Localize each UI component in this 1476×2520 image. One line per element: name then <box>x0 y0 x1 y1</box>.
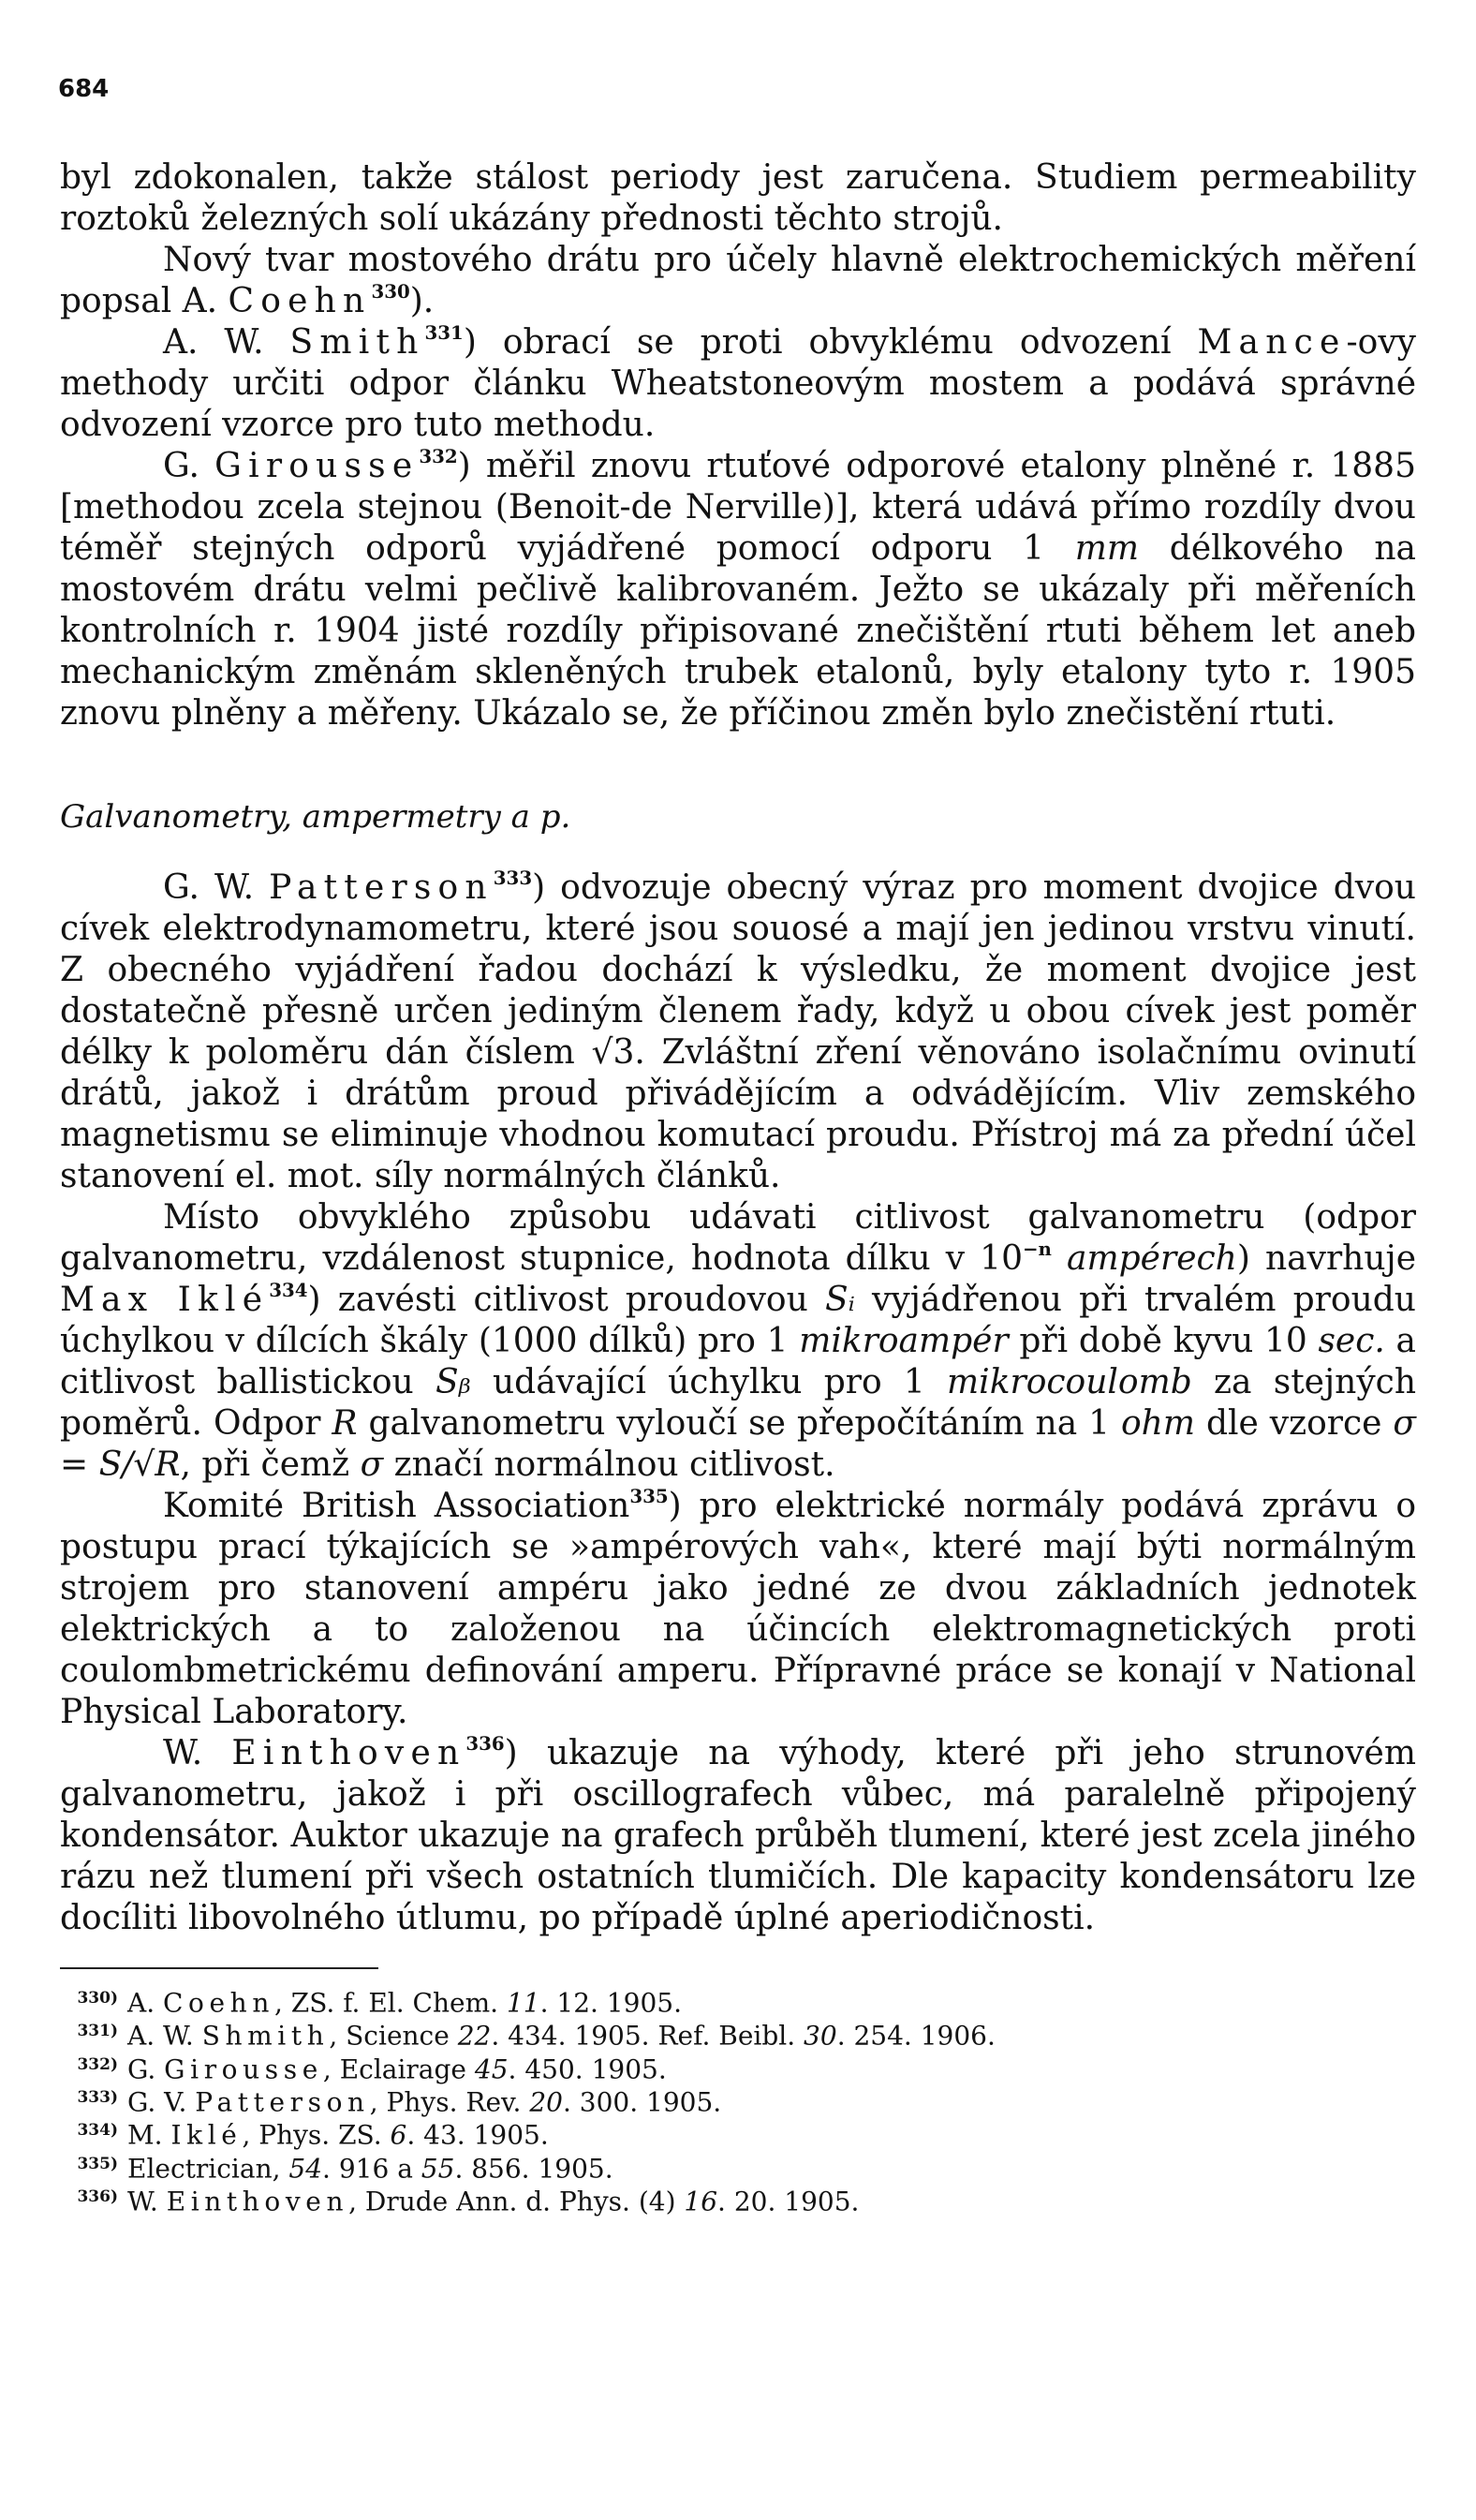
footnote <box>60 2083 1416 2116</box>
text-run: dle vzorce <box>1195 1404 1394 1443</box>
text-run: Nový tvar mostového drátu pro účely hlavně elektrochemických měření popsal A. <box>60 241 1416 320</box>
text-run: G. W. <box>163 868 270 907</box>
page-number: 684 <box>58 75 110 103</box>
text-run: délkového na mostovém drátu velmi pečlivě kalibrovaném. Ježto se ukázaly při měřeních kontrolních r. 1904 jisté rozdíly připisované znečištění rtuti během let aneb mechanickým změnám skleněných trubek etalonů, byly etalony tyto r. 1905 znovu plněny a měřeny. Ukázalo se, že příčinou změn bylo znečistění rtuti. <box>60 529 1416 733</box>
text-run: Komité British Association <box>163 1487 630 1525</box>
paragraph-p6 <box>60 1197 1416 1486</box>
text-run: . 450. 1905. <box>508 2053 667 2085</box>
author-name: Coehn <box>163 1987 274 2019</box>
italic-text: Sᵦ <box>435 1363 471 1401</box>
footnote-ref: 333 <box>493 867 533 890</box>
text-run: ) ukazuje na výhody, které při jeho strunovém galvanometru, jakož i při oscillografech vůbec, má paralelně připojený kondensátor. Auktor ukazuje na grafech průběh tlumení, které jest zcela jiného rázu než tlumení při všech ostatních tlumičích. Dle kapacity kondensátoru lze docíliti libovolného útlumu, po případě úplné aperiodičnosti. <box>60 1734 1416 1937</box>
footnote-ref: 336 <box>465 1732 505 1756</box>
text-run: , Drude Ann. d. Phys. (4) <box>348 2186 685 2217</box>
footnote-rule <box>60 1967 378 1969</box>
footnote-ref: 334 <box>269 1279 308 1302</box>
footnote-number: 333) <box>77 2088 118 2108</box>
footnote-number: 335) <box>77 2154 118 2173</box>
italic-text: 45 <box>474 2053 509 2085</box>
text-run: A. W. <box>127 2020 202 2052</box>
text-run: -ovy methody určiti odpor článku Wheatstoneovým mostem a podává správné odvození vzorce pro tuto methodu. <box>60 323 1416 444</box>
text-run: A. W. <box>163 323 290 362</box>
text-run: ) navrhuje <box>1236 1239 1416 1278</box>
footnote-number: 334) <box>77 2121 118 2141</box>
italic-text: mikroampér <box>799 1322 1009 1360</box>
author-name: Patterson <box>195 2086 370 2118</box>
text-run: , Science <box>329 2020 458 2052</box>
text-run: W. <box>163 1734 232 1772</box>
footnote-ref: 335 <box>629 1485 669 1508</box>
text-run: značí normálnou citlivost. <box>383 1445 835 1484</box>
author-name: Iklé <box>170 2119 243 2151</box>
italic-text: Sᵢ <box>824 1281 855 1319</box>
author-name: Girousse <box>214 447 420 485</box>
paragraph-p4 <box>60 446 1416 734</box>
text-run: G. V. <box>127 2086 196 2118</box>
italic-text: 20 <box>529 2086 563 2118</box>
paragraphs-top <box>60 157 1416 734</box>
author-name: Max Iklé <box>60 1281 270 1319</box>
text-run: . 300. 1905. <box>562 2086 722 2118</box>
section-heading: Galvanometry, ampermetry a p. <box>60 798 571 836</box>
footnote-number: 331) <box>77 2022 118 2041</box>
text-run: při době kyvu 10 <box>1008 1322 1319 1360</box>
text-run: . 20. 1905. <box>717 2186 860 2217</box>
paragraph-p2 <box>60 240 1416 322</box>
italic-text: σ = S/√R <box>60 1404 1416 1484</box>
author-name: Girousse <box>164 2053 323 2085</box>
footnote-ref: 330 <box>371 280 410 304</box>
text-run: G. <box>127 2053 165 2085</box>
paragraph-p5 <box>60 867 1416 1197</box>
text-run: M. <box>127 2119 171 2151</box>
text-run: byl zdokonalen, takže stálost periody jest zaručena. Studiem permeability roztoků železných solí ukázány přednosti těchto strojů. <box>60 158 1416 238</box>
paragraphs-bottom <box>60 867 1416 1939</box>
footnote <box>60 1984 1416 2017</box>
text-run: ). <box>409 282 435 320</box>
text-run: , Eclairage <box>322 2053 475 2085</box>
paragraph-p1 <box>60 157 1416 240</box>
paragraph-p8 <box>60 1733 1416 1939</box>
text-run: vyjádřenou při trvalém proudu úchylkou v dílcích škály (1000 dílků) pro 1 <box>60 1281 1416 1360</box>
italic-text: R <box>332 1404 358 1443</box>
text-run: ) obrací se proti obvyklému odvození <box>463 323 1198 362</box>
text-run: ) zavésti citlivost proudovou <box>307 1281 825 1319</box>
text-run: . 856. 1905. <box>454 2153 613 2185</box>
italic-text: sec. <box>1318 1322 1385 1360</box>
text-run: Místo obvyklého způsobu udávati citlivost galvanometru (odpor galvanometru, vzdálenost stupnice, hodnota dílku v 10 <box>60 1198 1416 1278</box>
text-run: G. <box>163 447 215 485</box>
text-run: , Phys. Rev. <box>369 2086 530 2118</box>
footnote <box>60 2116 1416 2149</box>
italic-text: 11 <box>506 1987 540 2019</box>
footnote-ref: 331 <box>424 321 464 345</box>
text-run: galvanometru vyloučí se přepočítáním na 1 <box>357 1404 1121 1443</box>
text-run: ) pro elektrické normály podává zprávu o postupu prací týkajících se »ampérových vah«, které mají býti normálným strojem pro stanovení ampéru jako jedné ze dvou základních jednotek elektrických a to založenou na účincích elektromagnetických proti coulombmetrickému definování amperu. Přípravné práce se konají v National Physical Laboratory. <box>60 1487 1417 1731</box>
footnote <box>60 2051 1416 2083</box>
text-run: a citlivost ballistickou <box>60 1322 1416 1401</box>
footnote-number: 336) <box>77 2187 118 2207</box>
text-run: udávající úchylku pro 1 <box>470 1363 948 1401</box>
text-run: . 434. 1905. Ref. Beibl. <box>491 2020 804 2052</box>
footnote-ref: −n <box>1022 1238 1052 1261</box>
footnote <box>60 2017 1416 2050</box>
text-run: A. <box>127 1987 164 2019</box>
author-name: Coehn <box>228 282 372 320</box>
text-run: za stejných poměrů. Odpor <box>60 1363 1417 1443</box>
footnote <box>60 2183 1416 2216</box>
footnote-number: 332) <box>77 2054 118 2074</box>
italic-text: mm <box>1074 529 1140 568</box>
italic-text: 22 <box>457 2020 492 2052</box>
italic-text: σ <box>360 1445 384 1484</box>
italic-text: 30 <box>804 2020 837 2052</box>
text-run: , Phys. ZS. <box>242 2119 391 2151</box>
italic-text: 6 <box>390 2119 407 2151</box>
text-run: . 916 a <box>322 2153 421 2185</box>
italic-text: ampérech <box>1067 1239 1237 1278</box>
paragraph-p7 <box>60 1486 1416 1733</box>
text-run: W. <box>127 2186 167 2217</box>
italic-text: mikrocoulomb <box>947 1363 1192 1401</box>
text-run: . 43. 1905. <box>406 2119 549 2151</box>
text-run: . 254. 1906. <box>836 2020 996 2052</box>
footnote <box>60 2150 1416 2183</box>
italic-text: 55 <box>421 2153 455 2185</box>
italic-text: 54 <box>288 2153 323 2185</box>
text-run <box>1052 1239 1067 1278</box>
footnote-number: 330) <box>77 1989 118 2008</box>
text-run: ) odvozuje obecný výraz pro moment dvojice dvou cívek elektrodynamometru, které jsou souosé a mají jen jedinou vrstvu vinutí. Z obecného vyjádření řadou dochází k výsledku, že moment dvojice jest dostatečně přesně určen jediným členem řady, když u obou cívek jest poměr délky k poloměru dán číslem √3. Zvláštní zření věnováno isolačnímu ovinutí drátů, jakož i drátům proud přivádějícím a odvádějícím. Vliv zemského magnetismu se eliminuje vhodnou komutací proudu. Přístroj má za přední účel stanovení el. mot. síly normálných článků. <box>60 868 1416 1195</box>
footnotes <box>60 1984 1416 2216</box>
italic-text: ohm <box>1121 1404 1195 1443</box>
author-name: Einthoven <box>231 1734 466 1772</box>
author-name: Einthoven <box>166 2186 349 2217</box>
author-name: Shmith <box>201 2020 330 2052</box>
text-run: ) měřil znovu rtuťové odporové etalony plněné r. 1885 [methodou zcela stejnou (Benoit-de Nerville)], která udává přímo rozdíly dvou téměř stejných odporů vyjádřené pomocí odporu 1 <box>60 447 1416 568</box>
paragraph-p3 <box>60 322 1416 446</box>
author-name: Mance <box>1197 323 1347 362</box>
author-name: Smith <box>289 323 425 362</box>
author-name: Patterson <box>269 868 494 907</box>
italic-text: 16 <box>684 2186 718 2217</box>
footnote-ref: 332 <box>419 445 458 468</box>
page-body <box>60 157 1416 2216</box>
text-run: , při čemž <box>180 1445 361 1484</box>
text-run: Electrician, <box>127 2153 289 2185</box>
text-run: . 12. 1905. <box>539 1987 682 2019</box>
text-run: , ZS. f. El. Chem. <box>273 1987 507 2019</box>
